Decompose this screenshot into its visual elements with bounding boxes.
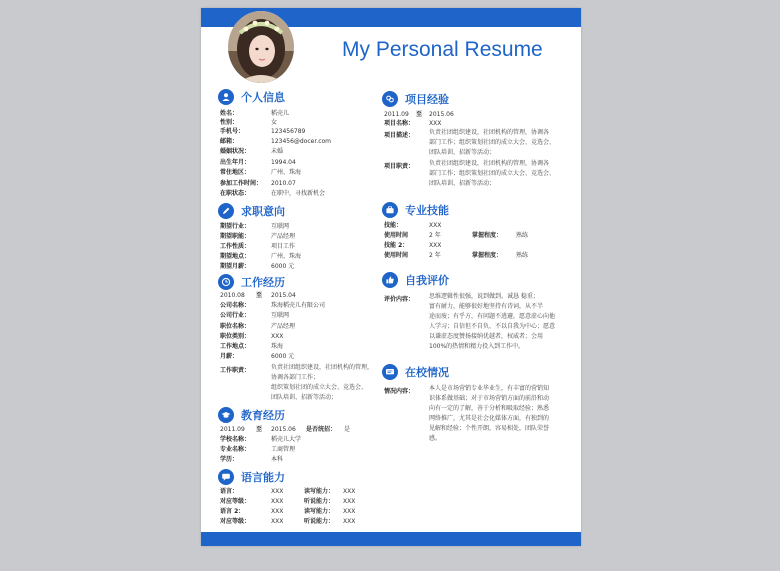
skill-label: 技能： [384, 222, 403, 229]
campus-line: 网络推广，尤其是社会化媒体方面，有独到的 [429, 415, 550, 422]
campus-line: 向有一定的了解，善于分析和吸取经验；熟悉 [429, 405, 550, 412]
skill-value: XXX [429, 222, 442, 229]
skill-value: XXX [429, 242, 442, 249]
info-label: 常住地区： [220, 169, 251, 176]
language-label: 语言 2： [220, 508, 245, 515]
info-label: 学历： [220, 456, 239, 463]
info-label: 期望职能： [220, 233, 251, 240]
clock-icon [218, 274, 234, 290]
info-value: XXX [271, 333, 284, 340]
start-date: 2011.09 [384, 111, 409, 118]
eval-line: 途而废；有乎方，有问题不逃避，愿意虚心向他 [429, 313, 556, 320]
language-value: XXX [271, 518, 284, 525]
intention-section-header [218, 202, 285, 220]
eval-label: 评价内容： [384, 296, 415, 303]
info-value: 2010.07 [271, 180, 296, 187]
ability-value: XXX [343, 508, 356, 515]
duty-line: 部门工作；组织策划社团的成立大会、竞选会、 [429, 170, 556, 177]
info-label: 职位名称： [220, 323, 251, 330]
section-title: 求职意向 [241, 205, 285, 218]
info-label: 期望行业： [220, 223, 251, 230]
info-value: 在职中，寻找新机会 [271, 190, 326, 197]
info-label: 项目名称： [384, 120, 415, 127]
language-label: 语言： [220, 488, 239, 495]
info-value: 123456789 [271, 128, 306, 135]
thumbs-up-icon [382, 272, 398, 288]
info-value: 未婚 [271, 148, 284, 155]
eval-line: 人学习；自信但不自负，不以自我为中心；愿意 [429, 323, 556, 330]
campus-section-header [382, 363, 449, 381]
info-label: 工作地点： [220, 343, 251, 350]
info-label: 在职状态： [220, 190, 251, 197]
info-label: 期望月薪： [220, 263, 251, 270]
campus-line: 感。 [429, 435, 442, 442]
info-value: 广州、珠海 [271, 169, 302, 176]
campus-text [429, 384, 571, 444]
duty-line: 组织策划社团的成立大会、竞选会、 [271, 384, 368, 391]
section-title: 语言能力 [241, 471, 285, 484]
ability-value: XXX [343, 498, 356, 505]
resume-title: My Personal Resume [342, 38, 543, 61]
unified-value: 是 [344, 426, 351, 433]
end-date: 2015.06 [429, 111, 454, 118]
language-value: XXX [271, 508, 284, 515]
eval-line: 100%的热情和精力投入到工作中。 [429, 343, 525, 350]
bottom-color-band [201, 532, 581, 546]
info-value: 1994.04 [271, 159, 296, 166]
mastery-label: 掌握程度： [472, 232, 503, 239]
info-value: 本科 [271, 456, 284, 463]
skills-section-header [382, 201, 449, 219]
profile-photo [228, 11, 294, 83]
info-label: 出生年月： [220, 159, 251, 166]
skill-label: 使用时间 [384, 232, 409, 239]
eval-line: 思维逻辑性很强，说到做到。诚恳 稳重； [429, 293, 539, 300]
section-title: 个人信息 [241, 91, 285, 104]
skill-value: 2 年 [429, 252, 441, 259]
duty-line: 团队培训、招新等活动； [429, 180, 496, 187]
mastery-value: 熟练 [516, 252, 529, 259]
info-label: 期望地点： [220, 253, 251, 260]
info-label: 手机号： [220, 128, 245, 135]
duty-line: 负责社团组织建设，社团机构的管理，协调各 [429, 160, 550, 167]
info-value: 互联网 [271, 223, 290, 230]
info-label: 月薪： [220, 353, 239, 360]
language-label: 对应等级： [220, 518, 251, 525]
ability-label: 读写能力： [304, 488, 335, 495]
duty-line: 协调各部门工作； [271, 374, 320, 381]
start-date: 2011.09 [220, 426, 245, 433]
language-section-header [218, 468, 285, 486]
to-label: 至 [256, 426, 263, 433]
desc-line: 负责社团组织建设，社团机构的管理，协调各 [429, 129, 550, 136]
work-section-header [218, 273, 285, 291]
info-label: 姓名： [220, 110, 239, 117]
end-date: 2015.04 [271, 292, 296, 299]
language-value: XXX [271, 488, 284, 495]
briefcase-icon [382, 202, 398, 218]
info-label: 工作性质： [220, 243, 251, 250]
campus-line: 本人是市场营销专业毕业生，有丰富的营销知 [429, 385, 550, 392]
info-value: 123456@docer.com [271, 138, 332, 145]
chat-icon [382, 364, 398, 380]
info-value: 珠海 [271, 343, 284, 350]
duty-line: 团队培训、招新等活动； [271, 394, 338, 401]
info-value: XXX [429, 120, 442, 127]
campus-line: 识体系做基础；对于市场营销方面的前沿和动 [429, 395, 550, 402]
section-title: 工作经历 [241, 276, 285, 289]
info-label: 职位类别： [220, 333, 251, 340]
person-icon [218, 89, 234, 105]
language-label: 对应等级： [220, 498, 251, 505]
mastery-value: 熟练 [516, 232, 529, 239]
pen-icon [218, 203, 234, 219]
info-value: 6000 元 [271, 353, 295, 360]
duty-text [271, 363, 383, 403]
section-title: 在校情况 [405, 366, 449, 379]
section-title: 自我评价 [405, 274, 449, 287]
info-label: 婚姻状况： [220, 148, 251, 155]
info-label: 邮箱： [220, 138, 239, 145]
project-duty [429, 159, 569, 189]
ability-value: XXX [343, 518, 356, 525]
info-label: 公司名称： [220, 302, 251, 309]
info-label: 公司行业： [220, 312, 251, 319]
speech-bubble-icon [218, 469, 234, 485]
info-value: 项目工作 [271, 243, 296, 250]
section-title: 教育经历 [241, 409, 285, 422]
info-value: 珠海稻壳儿有限公司 [271, 302, 326, 309]
info-value: 6000 元 [271, 263, 295, 270]
resume-page [201, 8, 581, 546]
end-date: 2015.06 [271, 426, 296, 433]
section-title: 项目经验 [405, 93, 449, 106]
to-label: 至 [256, 292, 263, 299]
info-value: 产品经理 [271, 323, 296, 330]
mastery-label: 掌握程度： [472, 252, 503, 259]
info-value: 稻壳儿大学 [271, 436, 302, 443]
ability-value: XXX [343, 488, 356, 495]
project-desc-label: 项目描述： [384, 132, 415, 139]
project-duty-label: 项目职责： [384, 163, 415, 170]
campus-label: 情况内容： [384, 388, 415, 395]
desc-line: 部门工作；组织策划社团的成立大会、竞选会、 [429, 139, 556, 146]
personal-section-header [218, 88, 285, 106]
self-eval-section-header [382, 271, 449, 289]
info-label: 参加工作时间： [220, 180, 263, 187]
desc-line: 团队培训、招新等活动； [429, 149, 496, 156]
start-date: 2010.08 [220, 292, 245, 299]
skill-label: 使用时间 [384, 252, 409, 259]
link-icon [382, 91, 398, 107]
info-value: 女 [271, 119, 278, 126]
info-value: 工商管理 [271, 446, 296, 453]
info-value: 产品经理 [271, 233, 296, 240]
ability-label: 听说能力： [304, 498, 335, 505]
info-label: 学校名称： [220, 436, 251, 443]
info-value: 互联网 [271, 312, 290, 319]
info-label: 性别： [220, 119, 239, 126]
eval-line: 富有耐力，能够很好地坚持有诗词，从不半 [429, 303, 544, 310]
info-label: 专业名称： [220, 446, 251, 453]
info-value: 稻壳儿 [271, 110, 290, 117]
language-value: XXX [271, 498, 284, 505]
unified-label: 是否统招： [306, 426, 337, 433]
eval-line: 以谦虚态度赞扬接纳优越者，权威者；会用 [429, 333, 544, 340]
education-section-header [218, 406, 285, 424]
eval-text [429, 292, 571, 352]
skill-value: 2 年 [429, 232, 441, 239]
ability-label: 读写能力： [304, 508, 335, 515]
graduation-cap-icon [218, 407, 234, 423]
duty-line: 负责社团组织建设，社团机构的管理， [271, 364, 374, 371]
info-value: 广州、珠海 [271, 253, 302, 260]
duty-label: 工作职责： [220, 367, 251, 374]
skill-label: 技能 2： [384, 242, 409, 249]
project-desc [429, 128, 569, 158]
campus-line: 见解和经验；个性开朗，容易相处，团队荣誉 [429, 425, 550, 432]
section-title: 专业技能 [405, 204, 449, 217]
ability-label: 听说能力： [304, 518, 335, 525]
to-label: 至 [416, 111, 423, 118]
project-section-header [382, 90, 449, 108]
